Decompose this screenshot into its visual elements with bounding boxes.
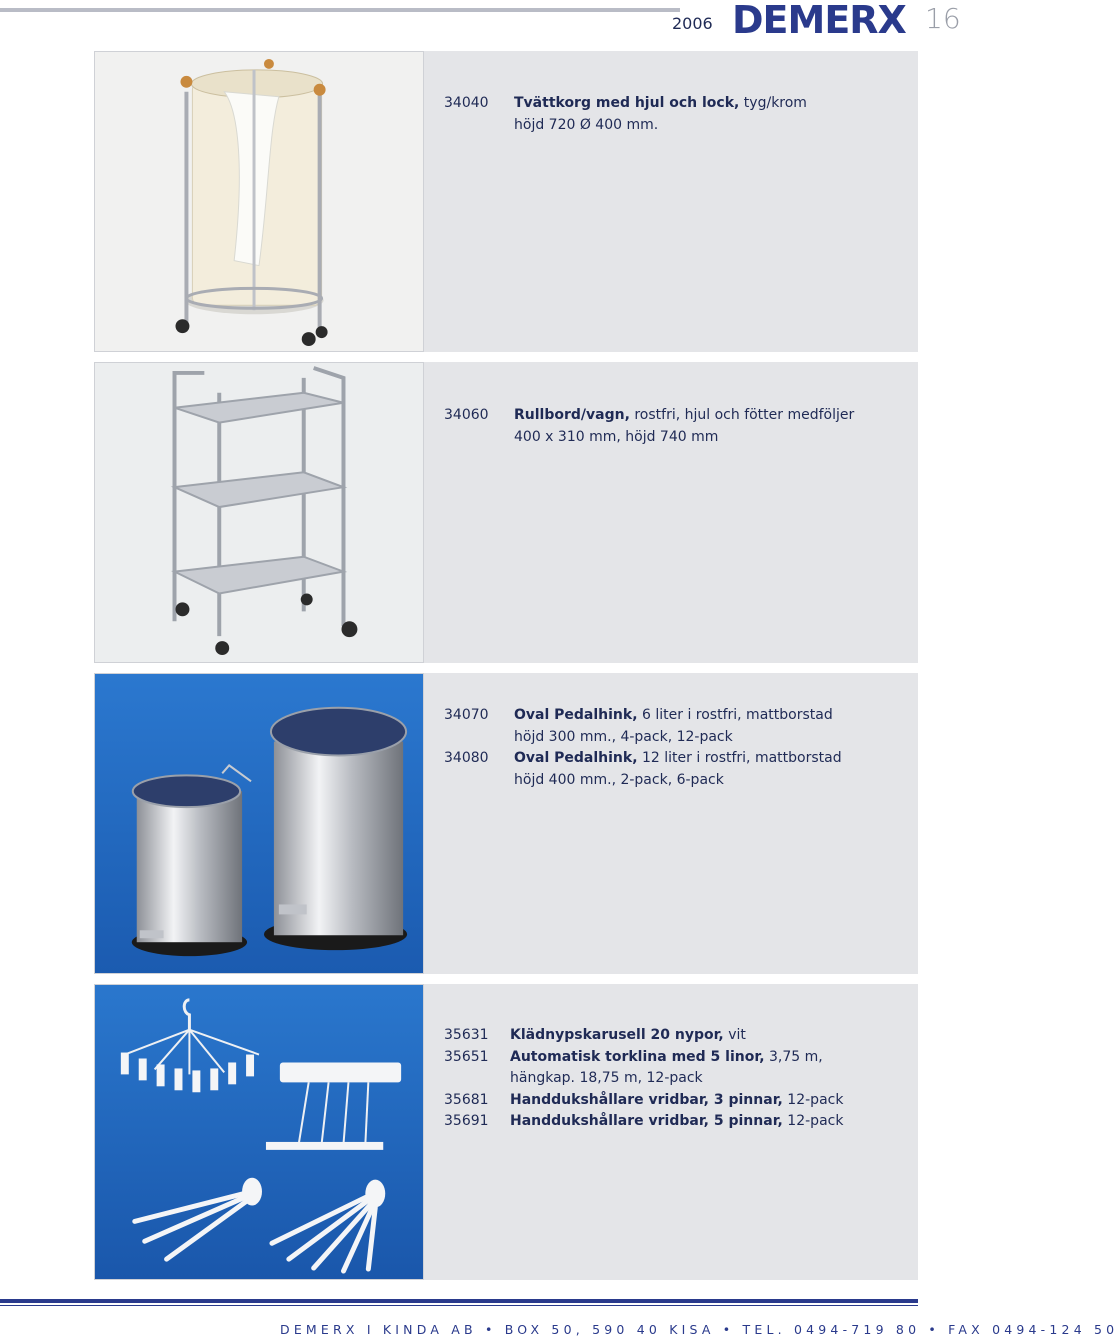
product-line [444, 1025, 843, 1047]
article-number: 34040 [444, 95, 489, 111]
product-photo-drying-accessories [94, 984, 424, 1280]
article-number: 34060 [444, 407, 489, 423]
product-section-laundry-basket [94, 51, 918, 352]
product-line [444, 705, 842, 727]
product-line [444, 770, 842, 792]
article-number [444, 427, 514, 449]
product-section-trolley [94, 362, 918, 663]
product-line [444, 748, 842, 770]
pedal-bins-illustration [95, 674, 423, 973]
product-line [444, 1111, 843, 1133]
product-description: 12-pack [782, 1113, 844, 1129]
product-line [444, 427, 854, 449]
product-line [444, 1090, 843, 1112]
product-description: vit [723, 1027, 746, 1043]
product-name: Klädnypskarusell 20 nypor, [510, 1027, 724, 1043]
product-description: 6 liter i rostfri, mattborstad [637, 707, 833, 723]
footer-rule [0, 1299, 918, 1303]
article-number: 35631 [444, 1027, 489, 1043]
article-number: 34070 [444, 707, 489, 723]
product-name: Automatisk torklina med 5 linor, [510, 1048, 765, 1065]
product-section-pedal-bins [94, 673, 918, 974]
product-details-drying-accessories [444, 1025, 843, 1133]
product-description: 12 liter i rostfri, mattborstad [637, 750, 842, 766]
product-line [444, 727, 842, 749]
product-photo-trolley [94, 362, 424, 663]
article-number [444, 1068, 510, 1090]
article-number [444, 115, 514, 137]
article-number: 34080 [444, 750, 489, 766]
header-rule [0, 8, 680, 12]
trolley-illustration [95, 363, 423, 662]
product-description: 12-pack [782, 1091, 844, 1108]
product-details-laundry-basket [444, 93, 807, 136]
product-description: tyg/krom [739, 95, 807, 111]
product-name: Oval Pedalhink, [514, 750, 638, 766]
product-line [444, 405, 854, 427]
product-section-drying-accessories [94, 984, 918, 1280]
product-details-pedal-bins [444, 705, 842, 791]
product-description: 3,75 m, [764, 1048, 823, 1065]
product-description: 400 x 310 mm, höjd 740 mm [514, 428, 719, 445]
page-number: 16 [925, 2, 961, 35]
product-description: höjd 300 mm., 4-pack, 12-pack [514, 728, 733, 745]
product-line [444, 1068, 843, 1090]
footer-rule-thin [0, 1305, 918, 1306]
product-line [444, 93, 807, 115]
year-label: 2006 [672, 14, 713, 33]
product-line [444, 1047, 843, 1069]
drying-accessories-illustration [95, 985, 423, 1279]
product-line [444, 115, 807, 137]
article-number: 35681 [444, 1091, 489, 1108]
product-description: höjd 720 Ø 400 mm. [514, 116, 659, 133]
product-photo-laundry-basket [94, 51, 424, 352]
product-name: Handdukshållare vridbar, 3 pinnar, [510, 1091, 783, 1108]
product-name: Rullbord/vagn, [514, 407, 630, 423]
product-details-trolley [444, 405, 854, 448]
article-number: 35651 [444, 1048, 489, 1065]
article-number: 35691 [444, 1113, 489, 1129]
article-number [444, 727, 514, 749]
product-name: Handdukshållare vridbar, 5 pinnar, [510, 1113, 783, 1129]
laundry-basket-illustration [95, 52, 423, 351]
company-address-footer: DEMERX I KINDA AB • BOX 50, 590 40 KISA • TEL. 0494-719 80 • FAX 0494-124 50 [280, 1322, 1118, 1337]
product-name: Oval Pedalhink, [514, 707, 638, 723]
product-name: Tvättkorg med hjul och lock, [514, 95, 740, 111]
product-description: rostfri, hjul och fötter medföljer [629, 407, 855, 423]
product-photo-pedal-bins [94, 673, 424, 974]
product-description: höjd 400 mm., 2-pack, 6-pack [514, 771, 724, 788]
brand-logo: DEMERX [732, 0, 906, 42]
article-number [444, 770, 514, 792]
product-description: hängkap. 18,75 m, 12-pack [510, 1070, 703, 1086]
